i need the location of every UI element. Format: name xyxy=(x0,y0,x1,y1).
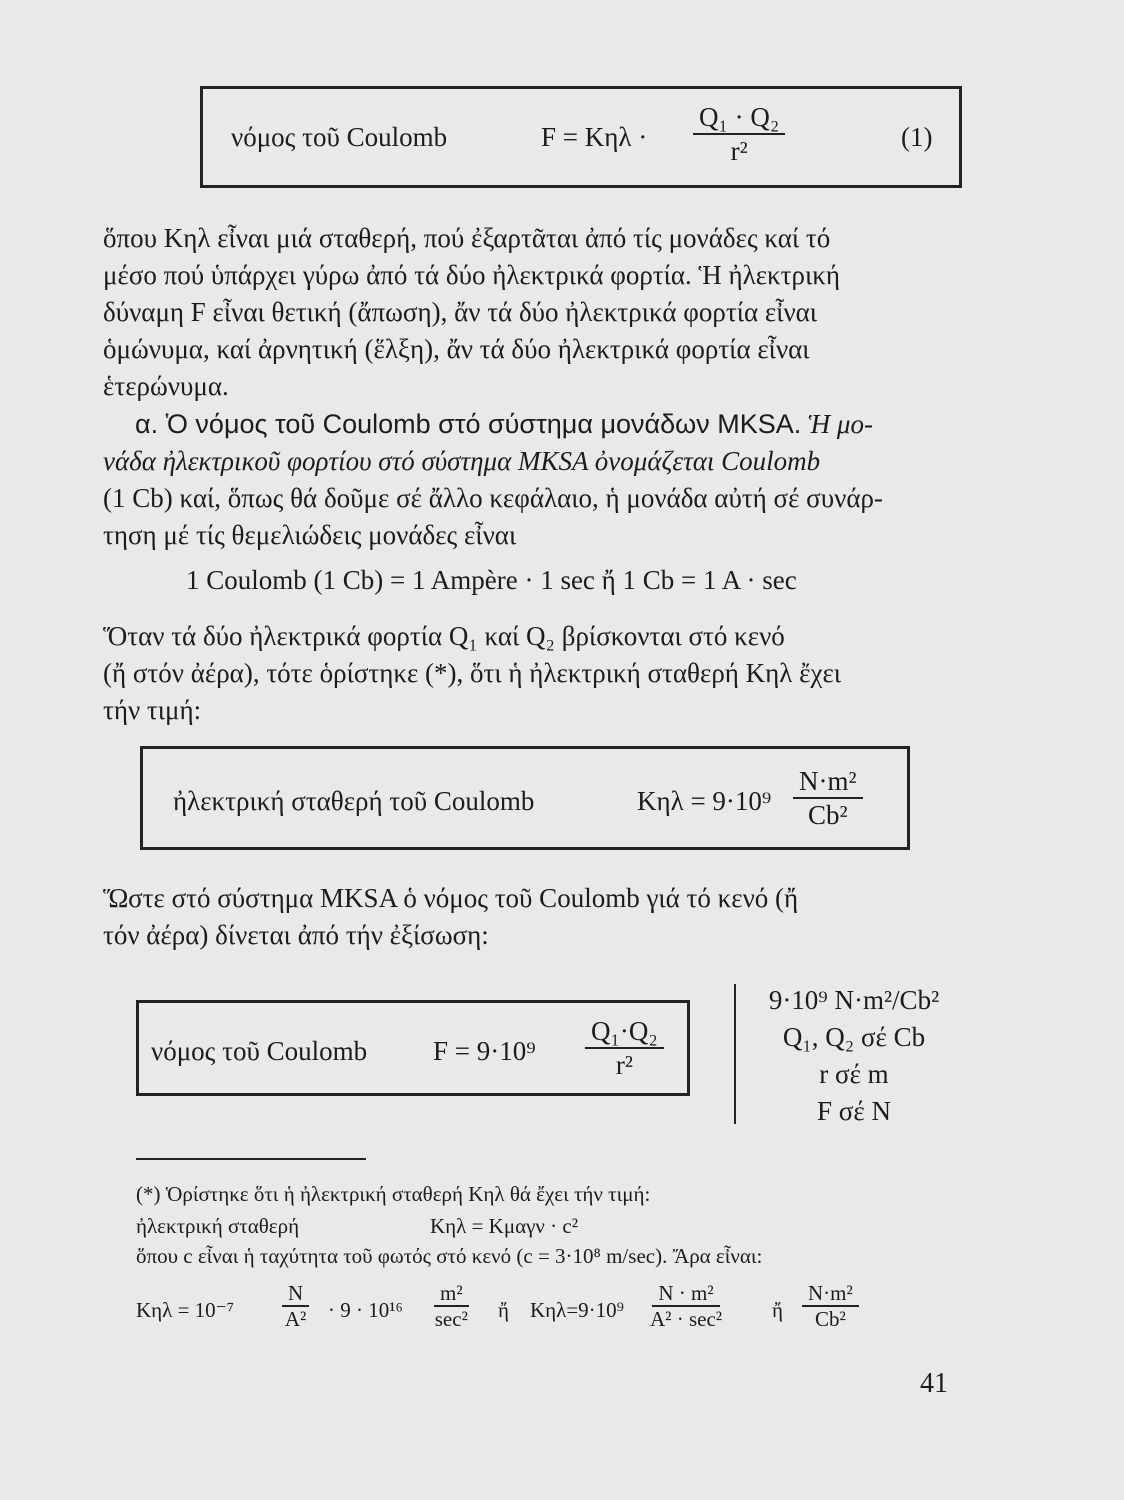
text-line: μέσο πού ὑπάρχει γύρω ἀπό τά δύο ἠλεκτρικά φορτία. Ἡ ἠλεκτρική xyxy=(103,260,840,290)
page-number: 41 xyxy=(920,1368,948,1399)
equation-number: (1) xyxy=(901,122,933,152)
footnote-line-3: ὅπου c εἶναι ἡ ταχύτητα τοῦ φωτός στό κενό (c = 3·10⁸ m/sec). Ἄρα εἶναι: xyxy=(136,1244,763,1268)
text-line: (ἤ στόν ἀέρα), τότε ὁρίστηκε (*), ὅτι ἡ ἠλεκτρική σταθερή Kηλ ἔχει xyxy=(103,658,842,688)
electric-constant-box xyxy=(140,746,910,850)
footnote-eq-c: Kηλ=9·10⁹ xyxy=(530,1298,624,1322)
unit-equation: 1 Coulomb (1 Cb) = 1 Ampère · 1 sec ἤ 1 Cb = 1 A · sec xyxy=(186,565,797,595)
text-line: Ἡ μο- xyxy=(808,409,873,439)
text-line: ὁμώνυμα, καί ἀρνητική (ἕλξη), ἄν τά δύο ἠλεκτρικά φορτία εἶναι xyxy=(103,334,810,364)
fraction-numerator: N·m² xyxy=(793,767,863,799)
fraction-denominator: A² · sec² xyxy=(650,1307,723,1332)
fraction-denominator: Cb² xyxy=(814,1307,846,1332)
electric-constant-lhs: Kηλ = 9·10⁹ xyxy=(637,786,772,816)
fraction-denominator: Cb² xyxy=(807,799,848,830)
fraction-numerator: N xyxy=(282,1282,309,1307)
fraction-numerator: Q₁ · Q₂ xyxy=(693,103,785,135)
coulomb-law-lhs: F = Kηλ · xyxy=(541,122,648,152)
text-line: τήν τιμή: xyxy=(103,695,202,725)
fraction-numerator: Q₁·Q₂ xyxy=(585,1017,664,1049)
coulomb-law-fraction xyxy=(693,103,785,167)
text-line: δύναμη F εἶναι θετική (ἄπωση), ἄν τά δύο ἠλεκτρικά φορτία εἶναι xyxy=(103,297,818,327)
fraction-denominator: r² xyxy=(615,1049,633,1080)
text-line: τόν ἀέρα) δίνεται ἀπό τήν ἐξίσωση: xyxy=(103,920,489,950)
fraction-numerator: m² xyxy=(434,1282,469,1307)
fraction-numerator: N · m² xyxy=(652,1282,719,1307)
footnote-line-2-eq: Kηλ = Kμαγν · c² xyxy=(430,1214,578,1238)
coulomb-law-mksa-lhs: F = 9·10⁹ xyxy=(433,1036,536,1066)
footnote-frac-c xyxy=(650,1282,722,1332)
paragraph-2 xyxy=(103,406,953,554)
electric-constant-label: ἠλεκτρική σταθερή τοῦ Coulomb xyxy=(173,786,535,816)
footnote-frac-d xyxy=(802,1282,859,1332)
text-line: νάδα ἠλεκτρικοῦ φορτίου στό σύστημα MKSA ὀνομάζεται Coulomb xyxy=(103,446,821,476)
section-heading: α. Ὁ νόμος τοῦ Coulomb στό σύστημα μονάδων MKSA. xyxy=(135,409,802,439)
unit-line: 9·10⁹ N·m²/Cb² xyxy=(768,985,940,1015)
paragraph-1 xyxy=(103,220,953,405)
footnote-equation xyxy=(136,1276,996,1346)
electric-constant-fraction xyxy=(793,767,863,831)
coulomb-law-mksa-box xyxy=(136,1000,690,1096)
paragraph-3 xyxy=(103,618,953,729)
fraction-denominator: A² xyxy=(284,1307,307,1332)
footnote-line-2-label: ἠλεκτρική σταθερή xyxy=(136,1214,300,1238)
footnote-eq-b: · 9 · 10¹⁶ xyxy=(328,1298,403,1322)
fraction-denominator: r² xyxy=(730,135,748,166)
text-line: (1 Cb) καί, ὅπως θά δοῦμε σέ ἄλλο κεφάλαιο, ἡ μονάδα αὐτή σέ συνάρ- xyxy=(103,483,883,513)
footnote-rule xyxy=(136,1158,366,1160)
text-line: Ὅταν τά δύο ἠλεκτρικά φορτία Q₁ καί Q₂ βρίσκονται στό κενό xyxy=(103,621,785,651)
text-line: τηση μέ τίς θεμελιώδεις μονάδες εἶναι xyxy=(103,520,517,550)
units-bracket xyxy=(734,984,736,1124)
coulomb-law-mksa-fraction xyxy=(585,1017,664,1081)
fraction-numerator: N·m² xyxy=(802,1282,859,1307)
footnote-eq-a: Kηλ = 10⁻⁷ xyxy=(136,1298,235,1322)
unit-line: r σέ m xyxy=(819,1059,889,1089)
footnote-line-1: (*) Ὁρίστηκε ὅτι ἡ ἠλεκτρική σταθερή Kηλ θά ἔχει τήν τιμή: xyxy=(136,1182,651,1206)
text-line: Ὥστε στό σύστημα MKSA ὁ νόμος τοῦ Coulomb γιά τό κενό (ἤ xyxy=(103,883,799,913)
coulomb-law-mksa-label: νόμος τοῦ Coulomb xyxy=(151,1036,368,1066)
footnote-or-2: ἤ xyxy=(772,1298,783,1322)
paragraph-4 xyxy=(103,880,953,954)
text-line: ὅπου Kηλ εἶναι μιά σταθερή, πού ἐξαρτᾶται ἀπό τίς μονάδες καί τό xyxy=(103,223,831,253)
text-line: ἑτερώνυμα. xyxy=(103,371,229,401)
units-list xyxy=(754,982,954,1130)
fraction-denominator: sec² xyxy=(434,1307,468,1332)
unit-line: F σέ N xyxy=(817,1096,891,1126)
footnote-frac-a xyxy=(282,1282,309,1332)
footnote-frac-b xyxy=(434,1282,469,1332)
coulomb-law-box xyxy=(200,86,962,188)
coulomb-law-label: νόμος τοῦ Coulomb xyxy=(231,122,448,152)
unit-line: Q₁, Q₂ σέ Cb xyxy=(782,1022,926,1052)
footnote-or-1: ἤ xyxy=(498,1298,509,1322)
